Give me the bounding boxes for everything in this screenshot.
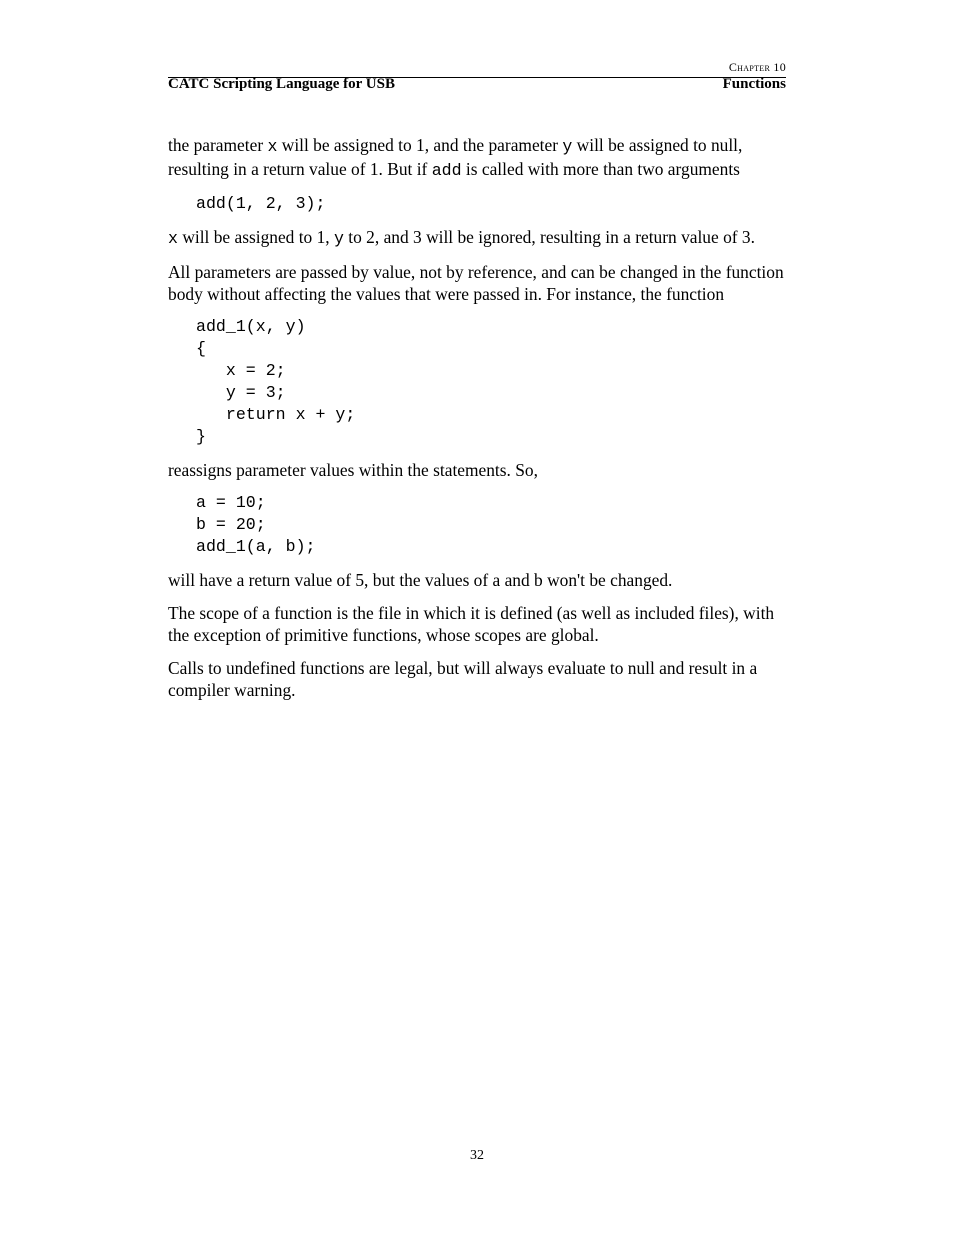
page-number: 32 (470, 1148, 484, 1163)
inline-code: x (267, 137, 278, 156)
text-run: will be assigned to 1, and the parameter (277, 135, 563, 155)
text-run: to 2, and 3 will be ignored, resulting in a return value of 3. (343, 227, 755, 247)
paragraph-4: reassigns parameter values within the statements. So, (168, 460, 538, 480)
inline-code: add (431, 161, 462, 180)
code-block-usage: a = 10; b = 20; add_1(a, b); (196, 493, 316, 556)
inline-code: y (562, 137, 573, 156)
code-block-function: add_1(x, y) { x = 2; y = 3; return x + y; } (196, 317, 356, 446)
paragraph-5: will have a return value of 5, but the values of a and b won't be changed. (168, 570, 673, 590)
text-run: will be assigned to 1, (177, 227, 334, 247)
paragraph-1 (168, 134, 786, 182)
code-block-call: add(1, 2, 3); (196, 194, 326, 213)
paragraph-2 (168, 226, 786, 250)
document-title: CATC Scripting Language for USB (168, 76, 395, 92)
chapter-label: Chapter 10 (728, 60, 786, 74)
paragraph-3: All parameters are passed by value, not by reference, and can be changed in the function body without affecting the values that were passed in. For instance, the function (168, 262, 784, 304)
section-title: Functions (722, 76, 786, 92)
paragraph-7: Calls to undefined functions are legal, but will always evaluate to null and result in a compiler warning. (168, 658, 758, 700)
text-run: the parameter (168, 135, 268, 155)
inline-code: y (333, 229, 344, 248)
paragraph-6: The scope of a function is the file in which it is defined (as well as included files), with the exception of primitive functions, whose scopes are global. (168, 603, 775, 645)
text-run: will be assigned to null, resulting in a return value of 1. But if (168, 135, 743, 179)
text-run: is called with more than two arguments (461, 159, 740, 179)
page-body (168, 134, 786, 712)
inline-code: x (168, 229, 178, 248)
